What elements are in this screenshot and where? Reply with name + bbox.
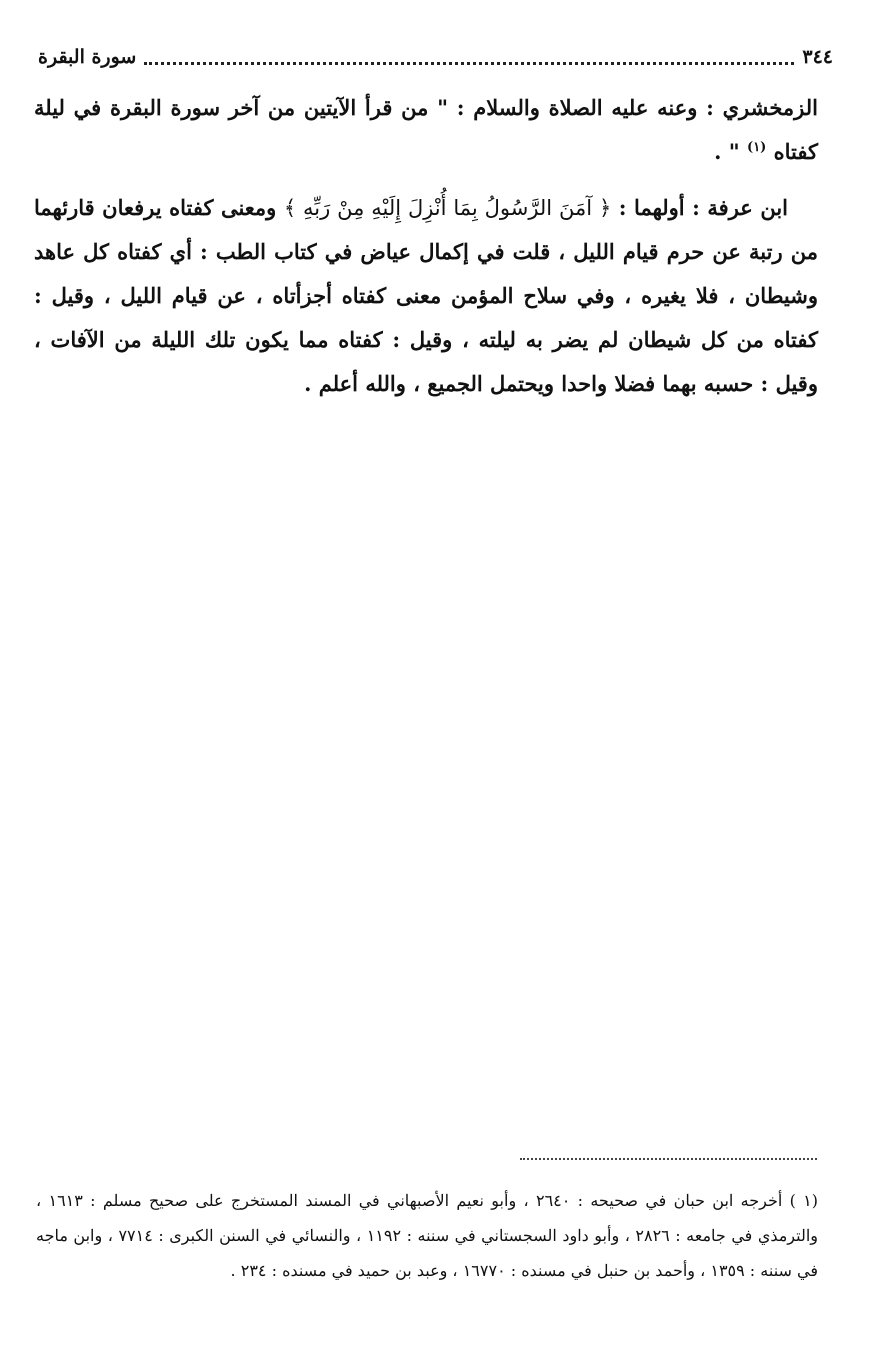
paragraph-2-start: ابن عرفة : أولهما : xyxy=(618,195,789,220)
quran-verse: ﴿ آمَنَ الرَّسُولُ بِمَا أُنْزِلَ إِلَيْهِ مِنْ رَبِّهِ ﴾ xyxy=(283,196,612,220)
paragraph-2-rest: ومعنى كفتاه يرفعان قارئهما من رتبة عن حرم قيام الليل ، قلت في إكمال عياض في كتاب الطب : أي كفتاه كل عاهد وشيطان ، فلا يغيره ، وفي سلاح المؤمن معنى كفتاه أجزأتاه ، عن قيام الليل ، وقيل : كفتاه من كل شيطان لم يضر به ليلته ، وقيل : كفتاه مما يكون تلك الليلة من الآفات ، وقيل : حسبه بهما فضلا واحدا ويحتمل الجميع ، والله أعلم . xyxy=(34,195,818,396)
paragraph-zamakhshari xyxy=(34,86,818,174)
footnote-reference: (١) xyxy=(747,140,767,155)
paragraph-ibn-arafa xyxy=(34,186,818,406)
footnote: (١ ) أخرجه ابن حبان في صحيحه : ٢٦٤٠ ، وأبو نعيم الأصبهاني في المسند المستخرج على صحيح مسلم : ١٦١٣ ، والترمذي في جامعه : ٢٨٢٦ ، وأبو داود السجستاني في سننه : ١١٩٢ ، والنسائي في السنن الكبرى : ٧٧١٤ ، وابن ماجه في سننه : ١٣٥٩ ، وأحمد بن حنبل في مسنده : ١٦٧٧٠ ، وعبد بن حميد في مسنده : ٢٣٤ . xyxy=(36,1191,819,1280)
page-number: ٣٤٤ xyxy=(802,46,833,68)
running-header xyxy=(38,42,833,72)
footnote-separator xyxy=(520,1158,817,1160)
header-dotted-leader xyxy=(144,62,794,65)
paragraph-1-text: الزمخشري : وعنه عليه الصلاة والسلام : " من قرأ الآيتين من آخر سورة البقرة في ليلة كفتاه xyxy=(34,95,818,164)
main-text xyxy=(34,86,818,406)
paragraph-1-end: " . xyxy=(714,139,740,164)
surah-title: سورة البقرة xyxy=(38,46,137,68)
